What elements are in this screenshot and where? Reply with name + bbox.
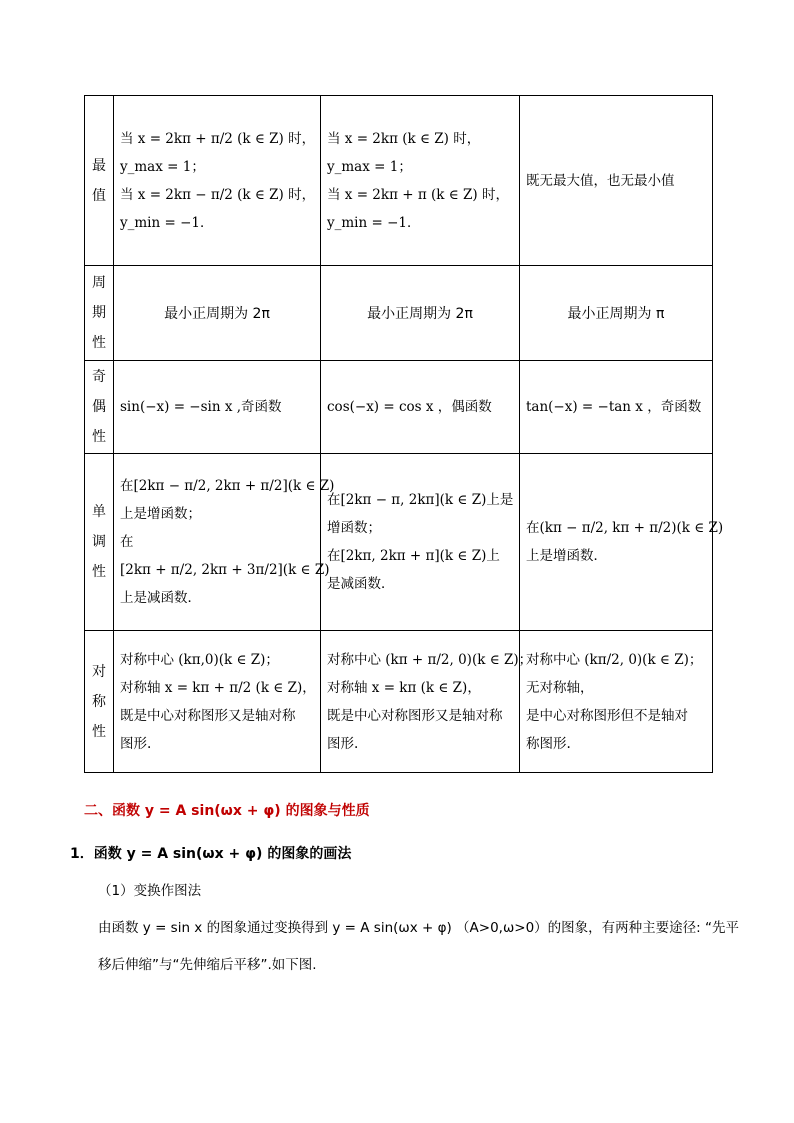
cos-min-condition: 当 x = 2kπ + π (k ∈ Z) 时，: [327, 186, 509, 203]
cos-max-condition: 当 x = 2kπ (k ∈ Z) 时，: [327, 130, 481, 147]
label-extremum: 最 值: [85, 96, 114, 266]
sin-max-value: y_max = 1；: [120, 158, 205, 175]
row-monotonic: [85, 454, 713, 631]
cos-min-value: y_min = −1．: [327, 214, 421, 231]
sin-parity: sin(−x) = −sin x ,奇函数: [114, 361, 321, 454]
cos-max-value: y_max = 1；: [327, 158, 412, 175]
tan-symmetry: 对称中心 (kπ/2, 0)(k ∈ Z)； 无对称轴， 是中心对称图形但不是轴对 称图形.: [520, 631, 713, 773]
row-extremum: [85, 96, 713, 266]
row-symmetry: [85, 631, 713, 773]
paragraph-line-1: （1）变换作图法: [98, 883, 202, 899]
cos-parity: cos(−x) = cos x ，偶函数: [321, 361, 520, 454]
label-symmetry: 对 称 性: [85, 631, 114, 773]
cos-period: 最小正周期为 2π: [321, 266, 520, 361]
subsection-heading: 1．函数 y = A sin(ωx + φ) 的图象的画法: [70, 846, 352, 862]
label-period: 周 期 性: [85, 266, 114, 361]
row-parity: [85, 361, 713, 454]
trig-properties-table: [84, 95, 724, 773]
sin-extremum: [114, 96, 321, 266]
label-parity: 奇 偶 性: [85, 361, 114, 454]
sin-min-condition: 当 x = 2kπ − π/2 (k ∈ Z) 时，: [120, 186, 316, 203]
sin-monotonic: 在[2kπ − π/2, 2kπ + π/2](k ∈ Z) 上是增函数； 在 [2kπ + π/2, 2kπ + 3π/2](k ∈ Z) 上是减函数．: [114, 454, 321, 631]
tan-period: 最小正周期为 π: [520, 266, 713, 361]
cos-extremum: [321, 96, 520, 266]
sin-min-value: y_min = −1．: [120, 214, 214, 231]
tan-monotonic: 在(kπ − π/2, kπ + π/2)(k ∈ Z) 上是增函数．: [520, 454, 713, 631]
tan-parity: tan(−x) = −tan x ，奇函数: [520, 361, 713, 454]
tan-extremum: 既无最大值，也无最小值: [520, 96, 713, 266]
sin-max-condition: 当 x = 2kπ + π/2 (k ∈ Z) 时，: [120, 130, 316, 147]
cos-symmetry: 对称中心 (kπ + π/2, 0)(k ∈ Z)； 对称轴 x = kπ (k ∈ Z)， 既是中心对称图形又是轴对称 图形.: [321, 631, 520, 773]
sin-period: 最小正周期为 2π: [114, 266, 321, 361]
paragraph-line-2: 由函数 y = sin x 的图象通过变换得到 y = A sin(ωx + φ) （A>0,ω>0）的图象，有两种主要途径: “先平: [98, 920, 740, 936]
label-monotonic: 单 调 性: [85, 454, 114, 631]
paragraph-line-3: 移后伸缩”与“先伸缩后平移”.如下图.: [98, 957, 317, 973]
cos-monotonic: 在[2kπ − π, 2kπ](k ∈ Z)上是 增函数； 在[2kπ, 2kπ + π](k ∈ Z)上 是减函数．: [321, 454, 520, 631]
row-period: [85, 266, 713, 361]
section-heading: 二、函数 y = A sin(ωx + φ) 的图象与性质: [84, 803, 370, 819]
sin-symmetry: 对称中心 (kπ,0)(k ∈ Z)； 对称轴 x = kπ + π/2 (k ∈ Z)， 既是中心对称图形又是轴对称 图形.: [114, 631, 321, 773]
